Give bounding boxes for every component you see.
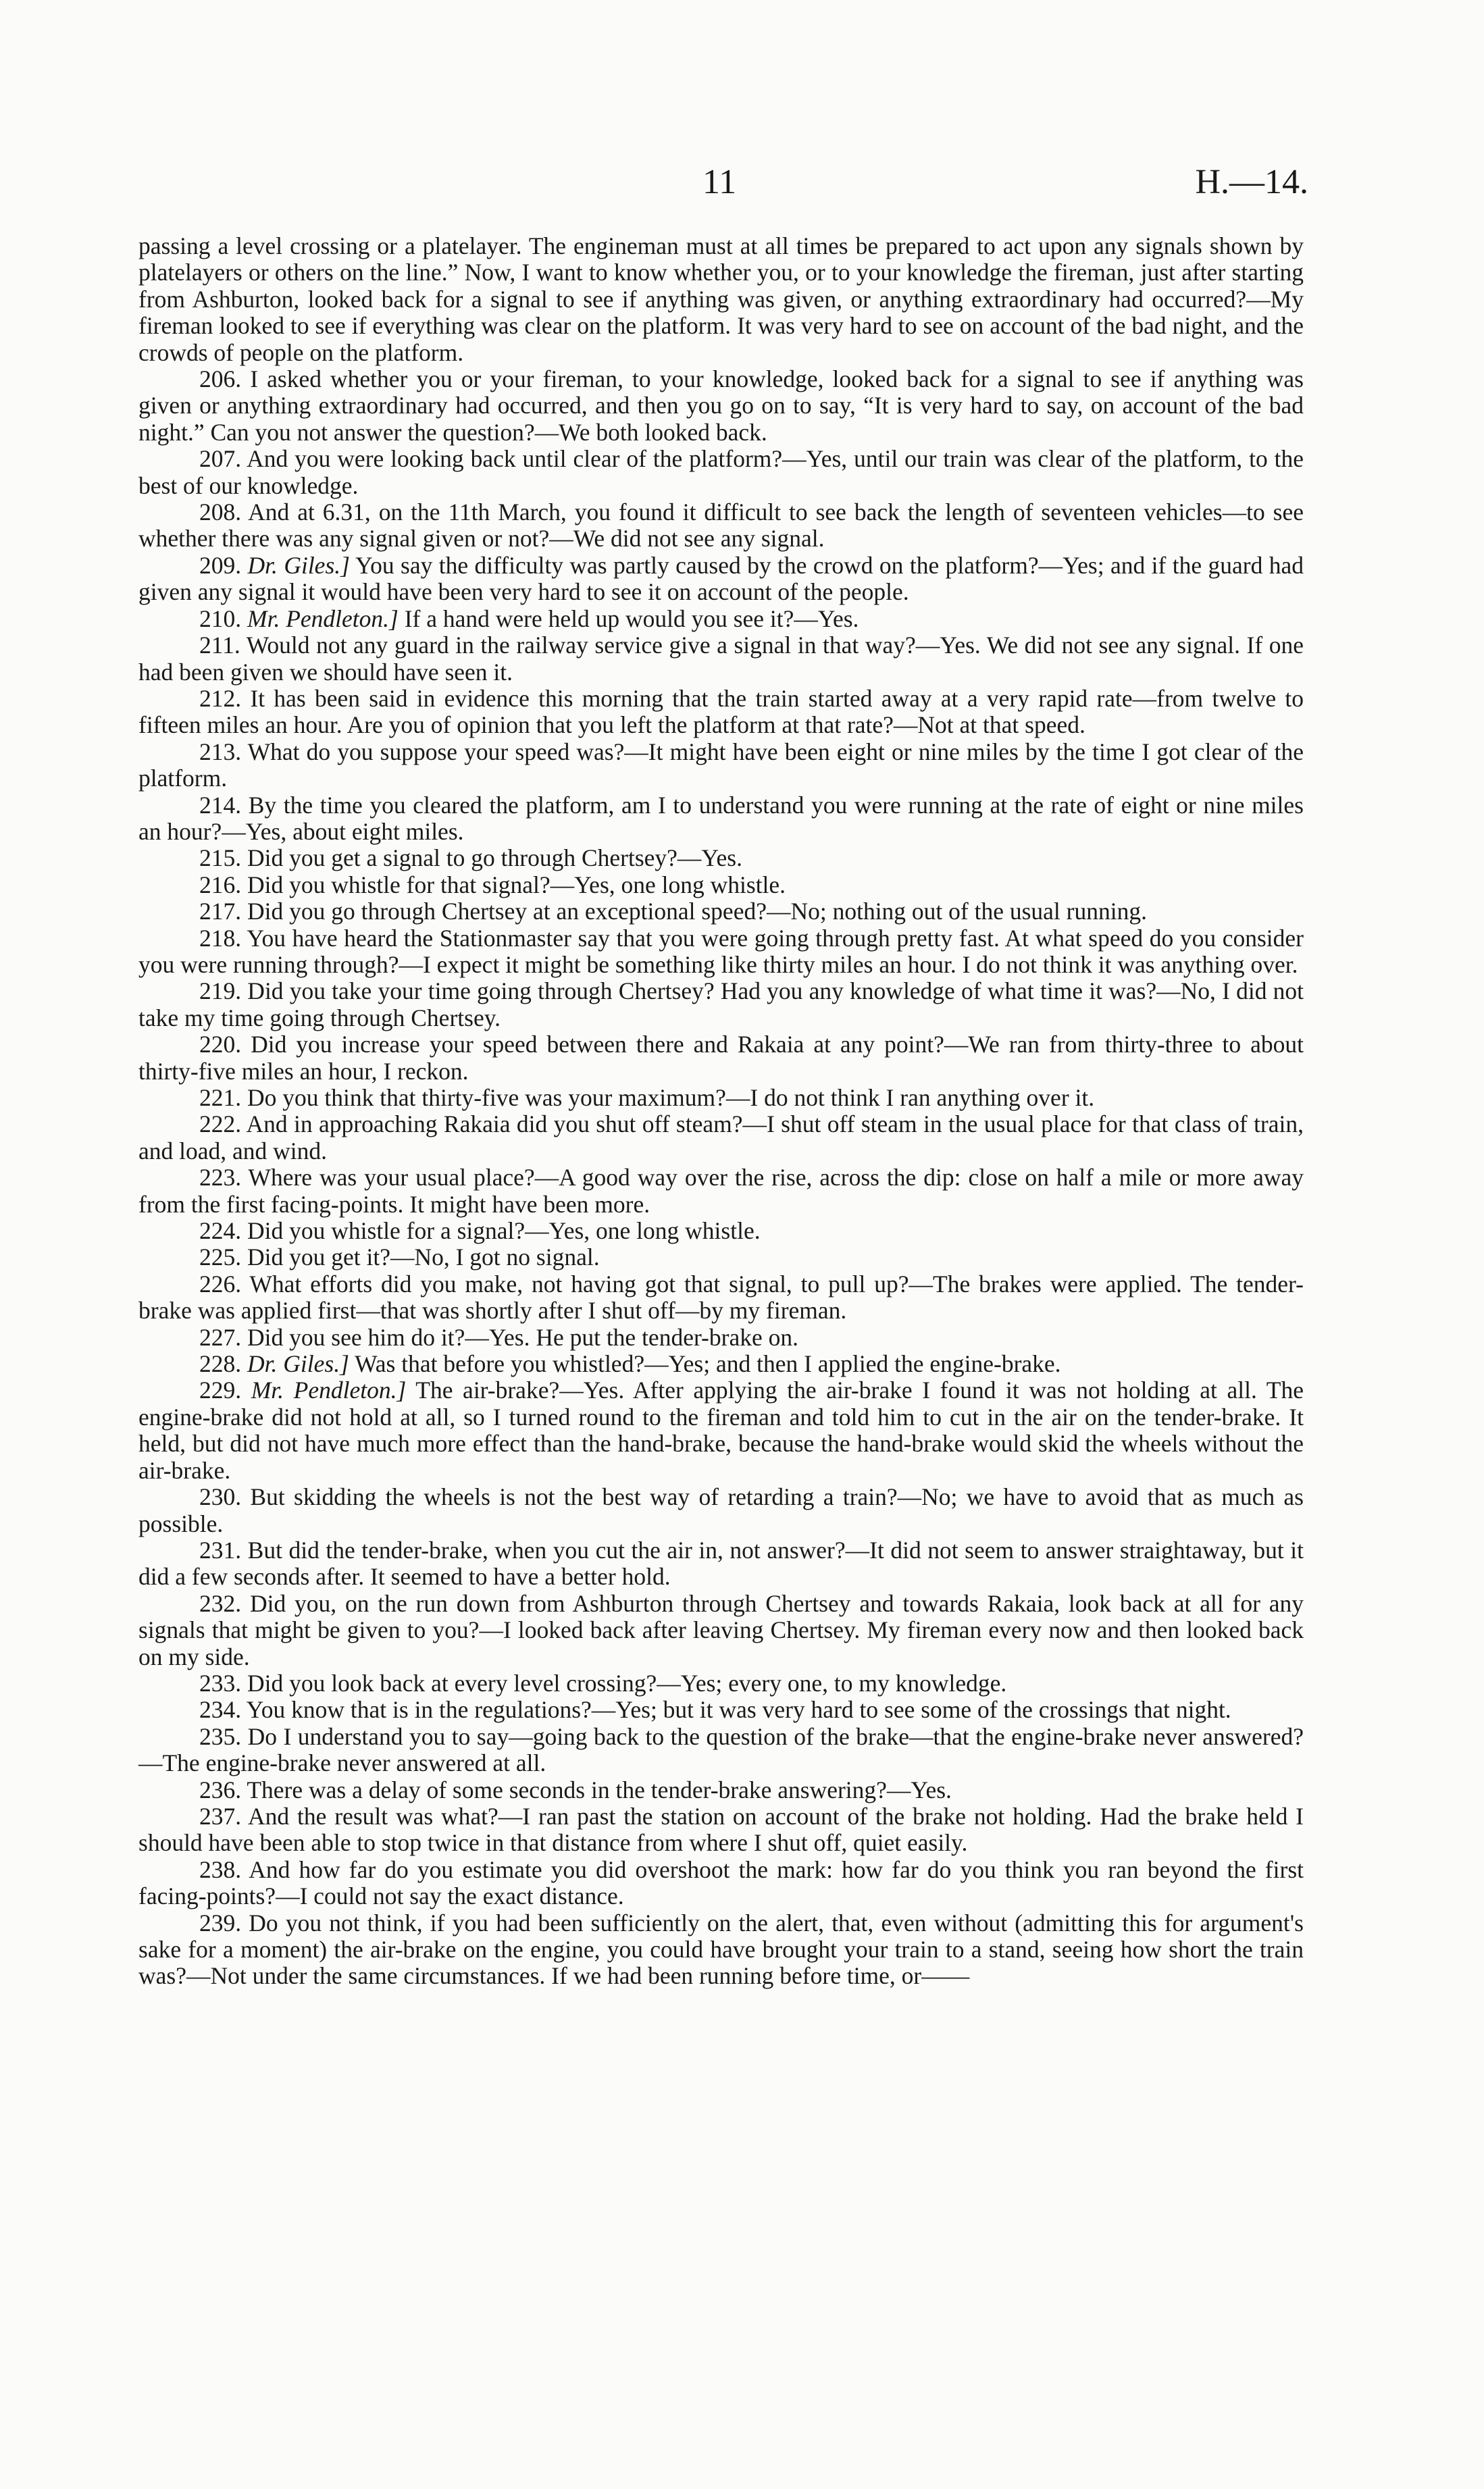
- qa-text: 212. It has been said in evidence this morning that the train started away at a very rapid rate—from twelve to fifteen miles an hour. Are you of opinion that you left the platform at that rate?—Not at that speed.: [138, 684, 1304, 739]
- qa-paragraph: [138, 1697, 1304, 1723]
- qa-text: 232. Did you, on the run down from Ashburton through Chertsey and towards Rakaia, look back at all for any signals that might be given to you?—I looked back after leaving Chertsey. My fireman every now and then looked back on my side.: [138, 1589, 1304, 1670]
- qa-paragraph: [138, 686, 1304, 739]
- qa-paragraph: [138, 1325, 1304, 1351]
- qa-paragraph: [138, 1271, 1304, 1325]
- qa-text: 222. And in approaching Rakaia did you shut off steam?—I shut off steam in the usual place for that class of train, and load, and wind.: [138, 1110, 1304, 1164]
- qa-paragraph: [138, 446, 1304, 499]
- qa-paragraph: [138, 1803, 1304, 1857]
- qa-paragraph: [138, 792, 1304, 846]
- qa-text: 223. Where was your usual place?—A good way over the rise, across the dip: close on half a mile or more away from the first facing-points. It might have been more.: [138, 1164, 1304, 1218]
- qa-paragraph: [138, 606, 1304, 632]
- qa-text: Was that before you whistled?—Yes; and then I applied the engine-brake.: [349, 1350, 1061, 1378]
- qa-text: 214. By the time you cleared the platform, am I to understand you were running at the rate of eight or nine miles an hour?—Yes, about eight miles.: [138, 791, 1304, 845]
- qa-paragraph: [138, 1377, 1304, 1484]
- qa-paragraph: [138, 1670, 1304, 1697]
- qa-text: 231. But did the tender-brake, when you cut the air in, not answer?—It did not seem to answer straightaway, but it did a few seconds after. It seemed to have a better hold.: [138, 1536, 1304, 1591]
- qa-paragraph: [138, 1537, 1304, 1591]
- qa-text: 225. Did you get it?—No, I got no signal.: [199, 1243, 600, 1271]
- qa-paragraph: [138, 632, 1304, 686]
- qa-text: 211. Would not any guard in the railway service give a signal in that way?—Yes. We did not see any signal. If one had been given we should have seen it.: [138, 632, 1304, 686]
- qa-paragraph: [138, 1031, 1304, 1085]
- qa-paragraph: [138, 1111, 1304, 1164]
- question-number: 210.: [199, 605, 242, 632]
- qa-text: 230. But skidding the wheels is not the best way of retarding a train?—No; we have to avoid that as much as possible.: [138, 1483, 1304, 1537]
- speaker-name: Dr. Giles.]: [247, 1350, 349, 1378]
- qa-paragraph: [138, 1244, 1304, 1271]
- qa-text: 216. Did you whistle for that signal?—Yes, one long whistle.: [199, 871, 786, 898]
- qa-paragraph: [138, 1777, 1304, 1803]
- qa-paragraph: [138, 845, 1304, 871]
- qa-paragraph: [138, 1724, 1304, 1777]
- qa-text: 218. You have heard the Stationmaster say that you were going through pretty fast. At what speed do you consider you were running through?—I expect it might be something like thirty miles an hour. I do not think it was anything over.: [138, 924, 1304, 978]
- qa-text: 208. And at 6.31, on the 11th March, you found it difficult to see back the length of seventeen vehicles—to see whether there was any signal given or not?—We did not see any signal.: [138, 498, 1304, 553]
- qa-text: 219. Did you take your time going through Chertsey? Had you any knowledge of what time it was?—No, I did not take my time going through Chertsey.: [138, 977, 1304, 1031]
- qa-paragraph: [138, 978, 1304, 1031]
- qa-paragraph: [138, 1085, 1304, 1111]
- qa-paragraph: [138, 739, 1304, 792]
- qa-paragraph: [138, 1591, 1304, 1670]
- qa-text: 236. There was a delay of some seconds in the tender-brake answering?—Yes.: [199, 1776, 952, 1803]
- qa-text: 207. And you were looking back until clear of the platform?—Yes, until our train was clear of the platform, to the best of our knowledge.: [138, 445, 1304, 499]
- qa-list: [138, 366, 1304, 1990]
- qa-paragraph: [138, 872, 1304, 898]
- qa-text: 237. And the result was what?—I ran past the station on account of the brake not holding. Had the brake held I should have been able to stop twice in that distance from where I shut off, quiet easily.: [138, 1802, 1304, 1857]
- qa-text: If a hand were held up would you see it?—Yes.: [398, 605, 859, 632]
- page-number: 11: [702, 163, 737, 201]
- qa-paragraph: [138, 1910, 1304, 1990]
- qa-paragraph: [138, 553, 1304, 606]
- qa-paragraph: [138, 1857, 1304, 1910]
- question-number: 229.: [199, 1377, 242, 1404]
- qa-text: 217. Did you go through Chertsey at an exceptional speed?—No; nothing out of the usual running.: [199, 898, 1147, 925]
- speaker-name: Mr. Pendleton.]: [247, 605, 399, 632]
- body-text: [138, 233, 1304, 1990]
- qa-text: 226. What efforts did you make, not having got that signal, to pull up?—The brakes were applied. The tender-brake was applied first—that was shortly after I shut off—by my fireman.: [138, 1270, 1304, 1325]
- qa-paragraph: [138, 1484, 1304, 1537]
- qa-text: 220. Did you increase your speed between there and Rakaia at any point?—We ran from thirty-three to about thirty-five miles an hour, I reckon.: [138, 1031, 1304, 1085]
- qa-text: You say the difficulty was partly caused by the crowd on the platform?—Yes; and if the guard had given any signal it would have been very hard to see it on account of the people.: [138, 551, 1304, 606]
- qa-text: 221. Do you think that thirty-five was your maximum?—I do not think I ran anything over it.: [199, 1084, 1095, 1111]
- question-number: 209.: [199, 551, 242, 579]
- qa-paragraph: [138, 1351, 1304, 1377]
- qa-paragraph: [138, 898, 1304, 925]
- qa-paragraph: [138, 1164, 1304, 1218]
- qa-text: 234. You know that is in the regulations?—Yes; but it was very hard to see some of the crossings that night.: [199, 1696, 1231, 1724]
- qa-text: 238. And how far do you estimate you did overshoot the mark: how far do you think you ran beyond the first facing-points?—I could not say the exact distance.: [138, 1855, 1304, 1910]
- qa-text: 239. Do you not think, if you had been sufficiently on the alert, that, even without (admitting this for argument's sake for a moment) the air-brake on the engine, you could have brought your train to a stand, seeing how short the train was?—Not under the same circumstances. If we had been running before time, or——: [138, 1909, 1304, 1990]
- qa-text: 213. What do you suppose your speed was?—It might have been eight or nine miles by the time I got clear of the platform.: [138, 738, 1304, 792]
- opening-paragraph: passing a level crossing or a platelayer. The engineman must at all times be prepared to act upon any signals shown by platelayers or others on the line.” Now, I want to know whether you, or to your knowledge the fireman, just after starting from Ashburton, looked back for a signal to see if anything was given, or anything extraordinary had occurred?—My fireman looked to see if everything was clear on the platform. It was very hard to see on account of the bad night, and the crowds of people on the platform.: [138, 232, 1304, 366]
- qa-text: 227. Did you see him do it?—Yes. He put the tender-brake on.: [199, 1323, 798, 1351]
- qa-paragraph: [138, 366, 1304, 446]
- qa-text: 235. Do I understand you to say—going back to the question of the brake—that the engine-brake never answered?—The engine-brake never answered at all.: [138, 1722, 1304, 1777]
- qa-text: 215. Did you get a signal to go through Chertsey?—Yes.: [199, 844, 742, 872]
- qa-paragraph: [138, 925, 1304, 979]
- qa-text: The air-brake?—Yes. After applying the air-brake I found it was not holding at all. The engine-brake did not hold at all, so I turned round to the fireman and told him to cut in the air on the tender-brake. It held, but did not have much more effect than the hand-brake, because the hand-brake would skid the wheels without the air-brake.: [138, 1377, 1304, 1484]
- document-code: H.—14.: [1195, 163, 1308, 201]
- qa-text: 233. Did you look back at every level crossing?—Yes; every one, to my knowledge.: [199, 1669, 1007, 1697]
- question-number: 228.: [199, 1350, 242, 1378]
- qa-text: 206. I asked whether you or your fireman, to your knowledge, looked back for a signal to see if anything was given or anything extraordinary had occurred, and then you go on to say, “It is very hard to say, on account of the bad night.” Can you not answer the question?—We both looked back.: [138, 365, 1304, 446]
- qa-text: 224. Did you whistle for a signal?—Yes, one long whistle.: [199, 1217, 761, 1245]
- qa-paragraph: [138, 499, 1304, 553]
- speaker-name: Dr. Giles.]: [247, 551, 350, 579]
- speaker-name: Mr. Pendleton.]: [251, 1377, 407, 1404]
- qa-paragraph: [138, 1218, 1304, 1244]
